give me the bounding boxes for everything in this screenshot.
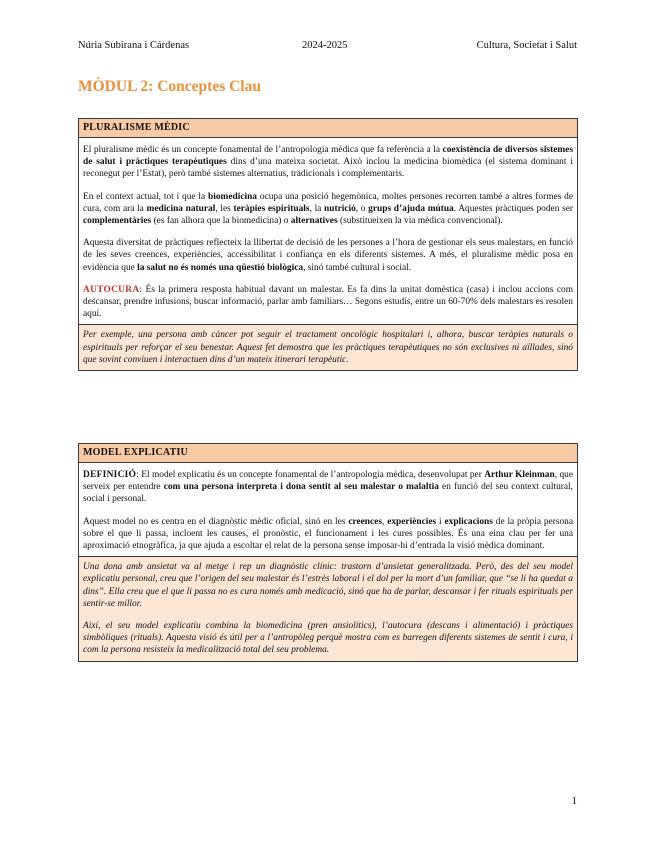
example-paragraph-2: Així, el seu model explicatiu combina la biomedicina (pren ansiolítics), l’autocura (descans i alimentació) i pràctiques simbòliques (rituals). Aquesta visió és útil per a l’antropòleg perquè mostra com es barregen diferents sistemes de sentit i cura, i com la persona resisteix la medicalització total del seu problema. — [83, 621, 573, 656]
page-number: 1 — [571, 795, 577, 807]
pluralisme-paragraph-3: Aquesta diversitat de pràctiques reflecteix la llibertat de decisió de les persones a l’hora de gestionar els seus malestars, en funció de les seves creences, experiències, accessibilitat i confiança en els diferents sistemes. A més, el pluralisme mèdic posa en evidència que la salut no és només una qüestió biològica, sinó també cultural i social. — [83, 238, 573, 273]
definicio-label: DEFINICIÓ — [83, 470, 137, 480]
model-explicatiu-paragraph-2: Aquest model no es centra en el diagnòstic mèdic oficial, sinó en les creences, experiències i explicacions de la pròpia persona sobre el que li passa, incloent les causes, el pronòstic, el funcionament i les cures possibles. És una eina clau per fer una aproximació etnogràfica, ja que ajuda a escoltar el relat de la persona sense imposar-hi d’entrada la visió mèdica dominant. — [83, 516, 574, 552]
header-year: 2024-2025 — [302, 40, 348, 51]
definicio-paragraph: DEFINICIÓ: El model explicatiu és un concepte fonamental de l’antropologia mèdica, desenvolupat per Arthur Kleinman, que serveix per entendre com una persona interpreta i dona sentit al seu malestar o malaltia en funció del seu context cultural, social i personal. — [83, 470, 573, 505]
pluralisme-example: Per exemple, una persona amb càncer pot seguir el tractament oncològic hospitalari i, alhora, buscar teràpies naturals o espirituals per reforçar el seu benestar. Aquest fet demostra que les pràctiques terapèutiques no són exclusives ni aïllades, sinó que sovint conviuen i interactuen dins d’un mateix itinerari terapèutic. — [79, 324, 577, 370]
page-header — [78, 40, 577, 54]
example-paragraph-1: Una dona amb ansietat va al metge i rep un diagnòstic clínic: trastorn d’ansietat generalitzada. Però, des del seu model explicatiu personal, creu que l’origen del seu malestar és l’estrès laboral i el dol per la mort d’un familiar, que “se li ha quedat a dins”. Ella creu que el que li passa no es cura només amb medicació, sinó que ha de parlar, descansar i fer rituals espirituals per sentir-se millor. — [83, 562, 573, 609]
header-author: Núria Subirana i Cárdenas — [78, 40, 190, 51]
pluralisme-paragraph-1: El pluralisme mèdic és un concepte fonamental de l’antropologia mèdica que fa referència a la coexistència de diversos sistemes de salut i pràctiques terapèutiques dins d’una mateixa societat. Això inclou la medicina biomèdica (el sistema dominant i reconegut per l’Estat), però també sistemes alternatius, tradicionals i complementaris. — [83, 145, 573, 180]
module-title: MÒDUL 2: Conceptes Clau — [78, 78, 261, 95]
pluralisme-body — [79, 138, 577, 324]
autocura-paragraph: AUTOCURA: És la primera resposta habitual davant un malestar. Es fa dins la unitat domèstica (casa) i inclou accions com descansar, prendre infusions, buscar informació, parlar amb familiars… Segons estudis, entre un 60-70% dels malestars es resolen aquí. — [83, 284, 573, 320]
model-explicatiu-box — [78, 443, 578, 662]
model-explicatiu-body — [79, 463, 577, 556]
header-course: Cultura, Societat i Salut — [476, 40, 577, 51]
pluralisme-paragraph-2: En el context actual, tot i que la biomedicina ocupa una posició hegemònica, moltes persones recorren també a altres formes de cura, com ara la medicina natural, les teràpies espirituals, la nutrició, o grups d’ajuda mútua. Aquestes pràctiques poden ser complementàries (es fan alhora que la biomedicina) o alternatives (substitueixen la via mèdica convencional). — [83, 191, 573, 227]
pluralisme-heading: PLURALISME MÈDIC — [79, 119, 577, 138]
autocura-label: AUTOCURA — [83, 284, 140, 295]
pluralisme-box — [78, 118, 578, 371]
model-explicatiu-example — [79, 556, 577, 660]
model-explicatiu-heading: MODEL EXPLICATIU — [79, 444, 577, 463]
